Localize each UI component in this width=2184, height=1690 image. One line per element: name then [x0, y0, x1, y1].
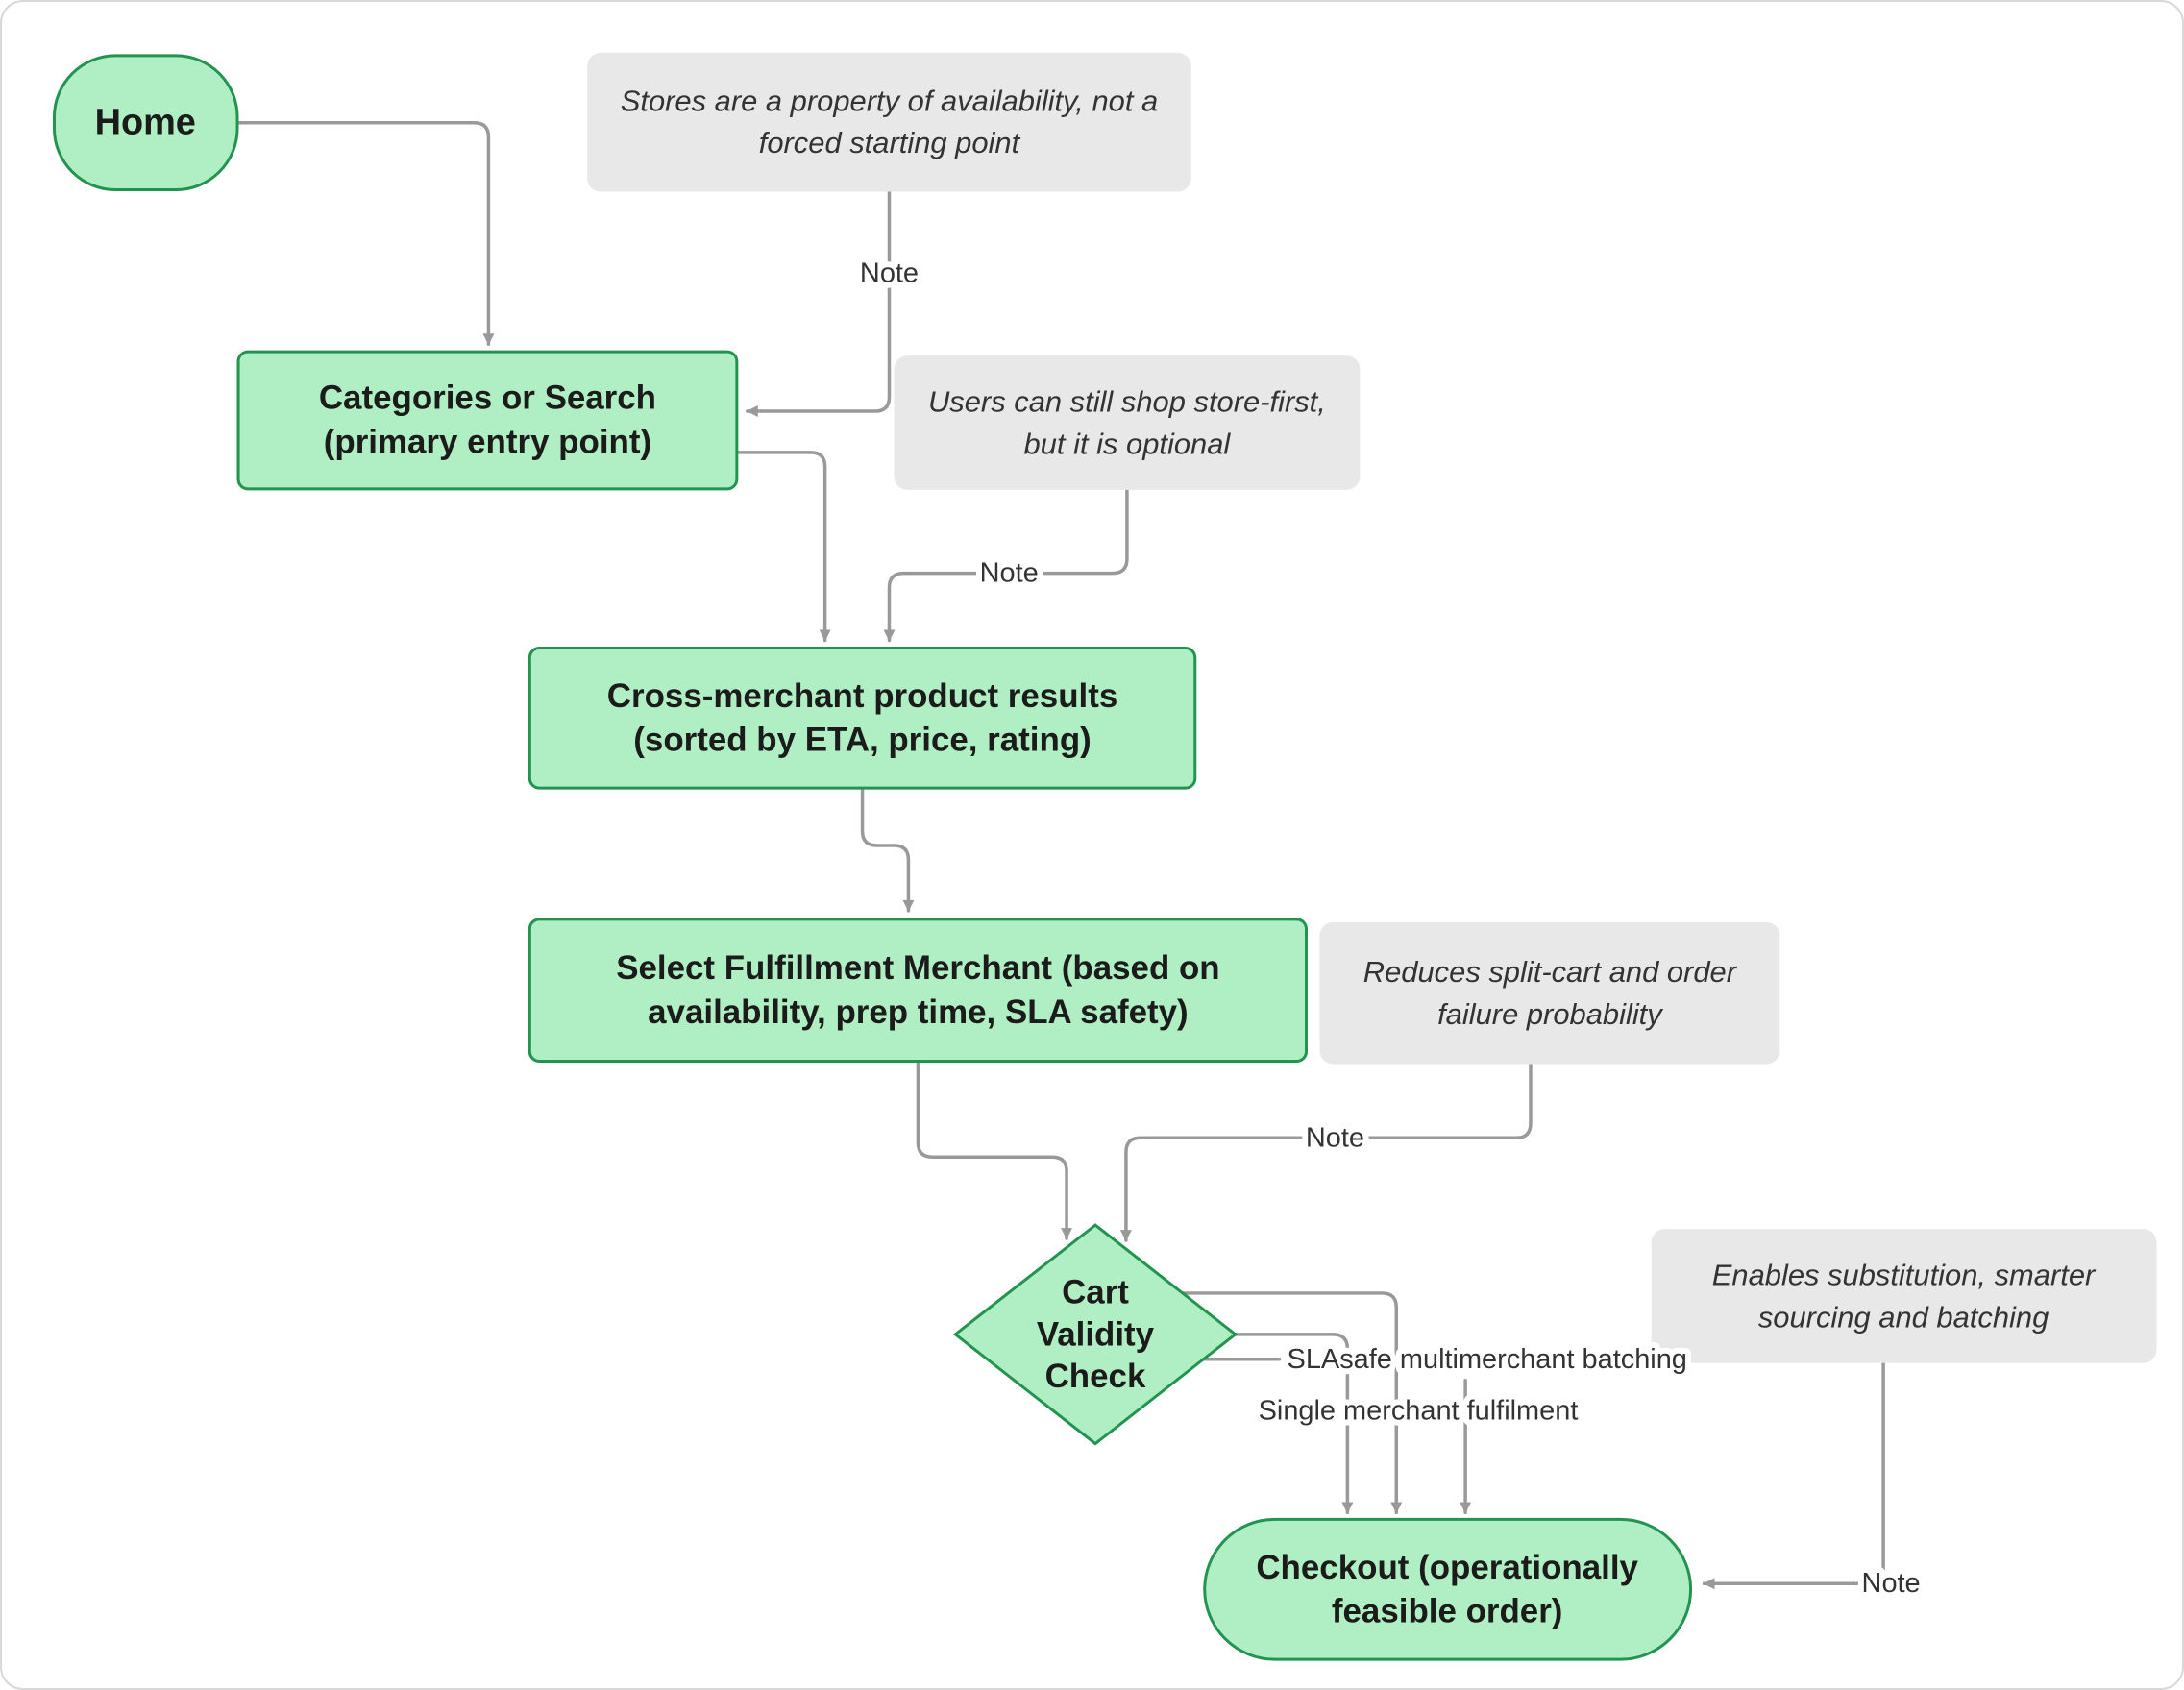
note-split-cart-shape — [1319, 922, 1779, 1065]
node-categories-shape — [238, 352, 737, 489]
note-stores-shape — [587, 53, 1191, 192]
node-checkout-line2: feasible order) — [1331, 1592, 1563, 1630]
node-checkout-shape — [1205, 1519, 1691, 1659]
node-select-merchant-shape — [529, 919, 1306, 1062]
edge-label-note-2: Note — [979, 557, 1039, 589]
note-substitution-line2: sourcing and batching — [1757, 1300, 2049, 1335]
note-substitution-line1: Enables substitution, smarter — [1711, 1258, 2096, 1292]
node-checkout-line1: Checkout (operationally — [1256, 1548, 1638, 1586]
node-results-line2: (sorted by ETA, price, rating) — [633, 721, 1092, 759]
note-stores-line2: forced starting point — [758, 126, 1020, 160]
note-substitution-shape — [1652, 1229, 2157, 1363]
node-home-label: Home — [94, 102, 196, 143]
edge-label-note-1: Note — [859, 257, 920, 289]
note-store-first-line2: but it is optional — [1023, 427, 1231, 461]
node-results — [529, 648, 1194, 788]
node-categories-line1: Categories or Search — [318, 379, 657, 417]
note-store-first-line1: Users can still shop store-first, — [927, 384, 1326, 419]
note-split-cart-line1: Reduces split-cart and order — [1362, 955, 1737, 990]
node-checkout — [1205, 1519, 1691, 1659]
node-cart-check-line1: Cart — [1062, 1273, 1129, 1311]
edge-note-substitution-to-checkout — [1705, 1363, 1884, 1583]
node-cart-check-line3: Check — [1044, 1358, 1146, 1396]
node-categories — [238, 352, 737, 489]
edge-label-single-merchant: Single merchant fulfilment — [1258, 1395, 1579, 1427]
edge-select-to-cart — [918, 1061, 1067, 1238]
node-categories-line2: (primary entry point) — [323, 423, 652, 461]
edge-categories-to-results — [737, 453, 825, 641]
node-home — [54, 56, 237, 190]
node-cart-check-line2: Validity — [1036, 1315, 1155, 1354]
edge-home-to-categories — [237, 123, 488, 344]
node-cart-check — [955, 1225, 1235, 1443]
node-select-merchant-line2: availability, prep time, SLA safety) — [648, 993, 1189, 1032]
note-split-cart-line2: failure probability — [1437, 997, 1662, 1032]
note-store-first — [894, 355, 1360, 490]
edge-note-stores-to-categories — [748, 192, 890, 411]
node-results-shape — [529, 648, 1194, 788]
node-results-line1: Cross-merchant product results — [606, 676, 1118, 715]
edge-results-to-select — [863, 788, 909, 911]
flowchart-svg — [2, 2, 2182, 1688]
note-split-cart — [1319, 922, 1779, 1065]
note-stores-line1: Stores are a property of availability, not a — [620, 84, 1159, 118]
edge-label-note-4: Note — [1861, 1568, 1921, 1600]
node-select-merchant-line1: Select Fulfillment Merchant (based on — [616, 949, 1220, 988]
node-select-merchant — [529, 919, 1306, 1062]
edge-label-sla-batching: SLAsafe multimerchant batching — [1287, 1343, 1687, 1375]
note-stores — [587, 53, 1191, 192]
edge-label-note-3: Note — [1305, 1122, 1364, 1154]
note-substitution — [1652, 1229, 2157, 1363]
note-store-first-shape — [894, 355, 1360, 490]
